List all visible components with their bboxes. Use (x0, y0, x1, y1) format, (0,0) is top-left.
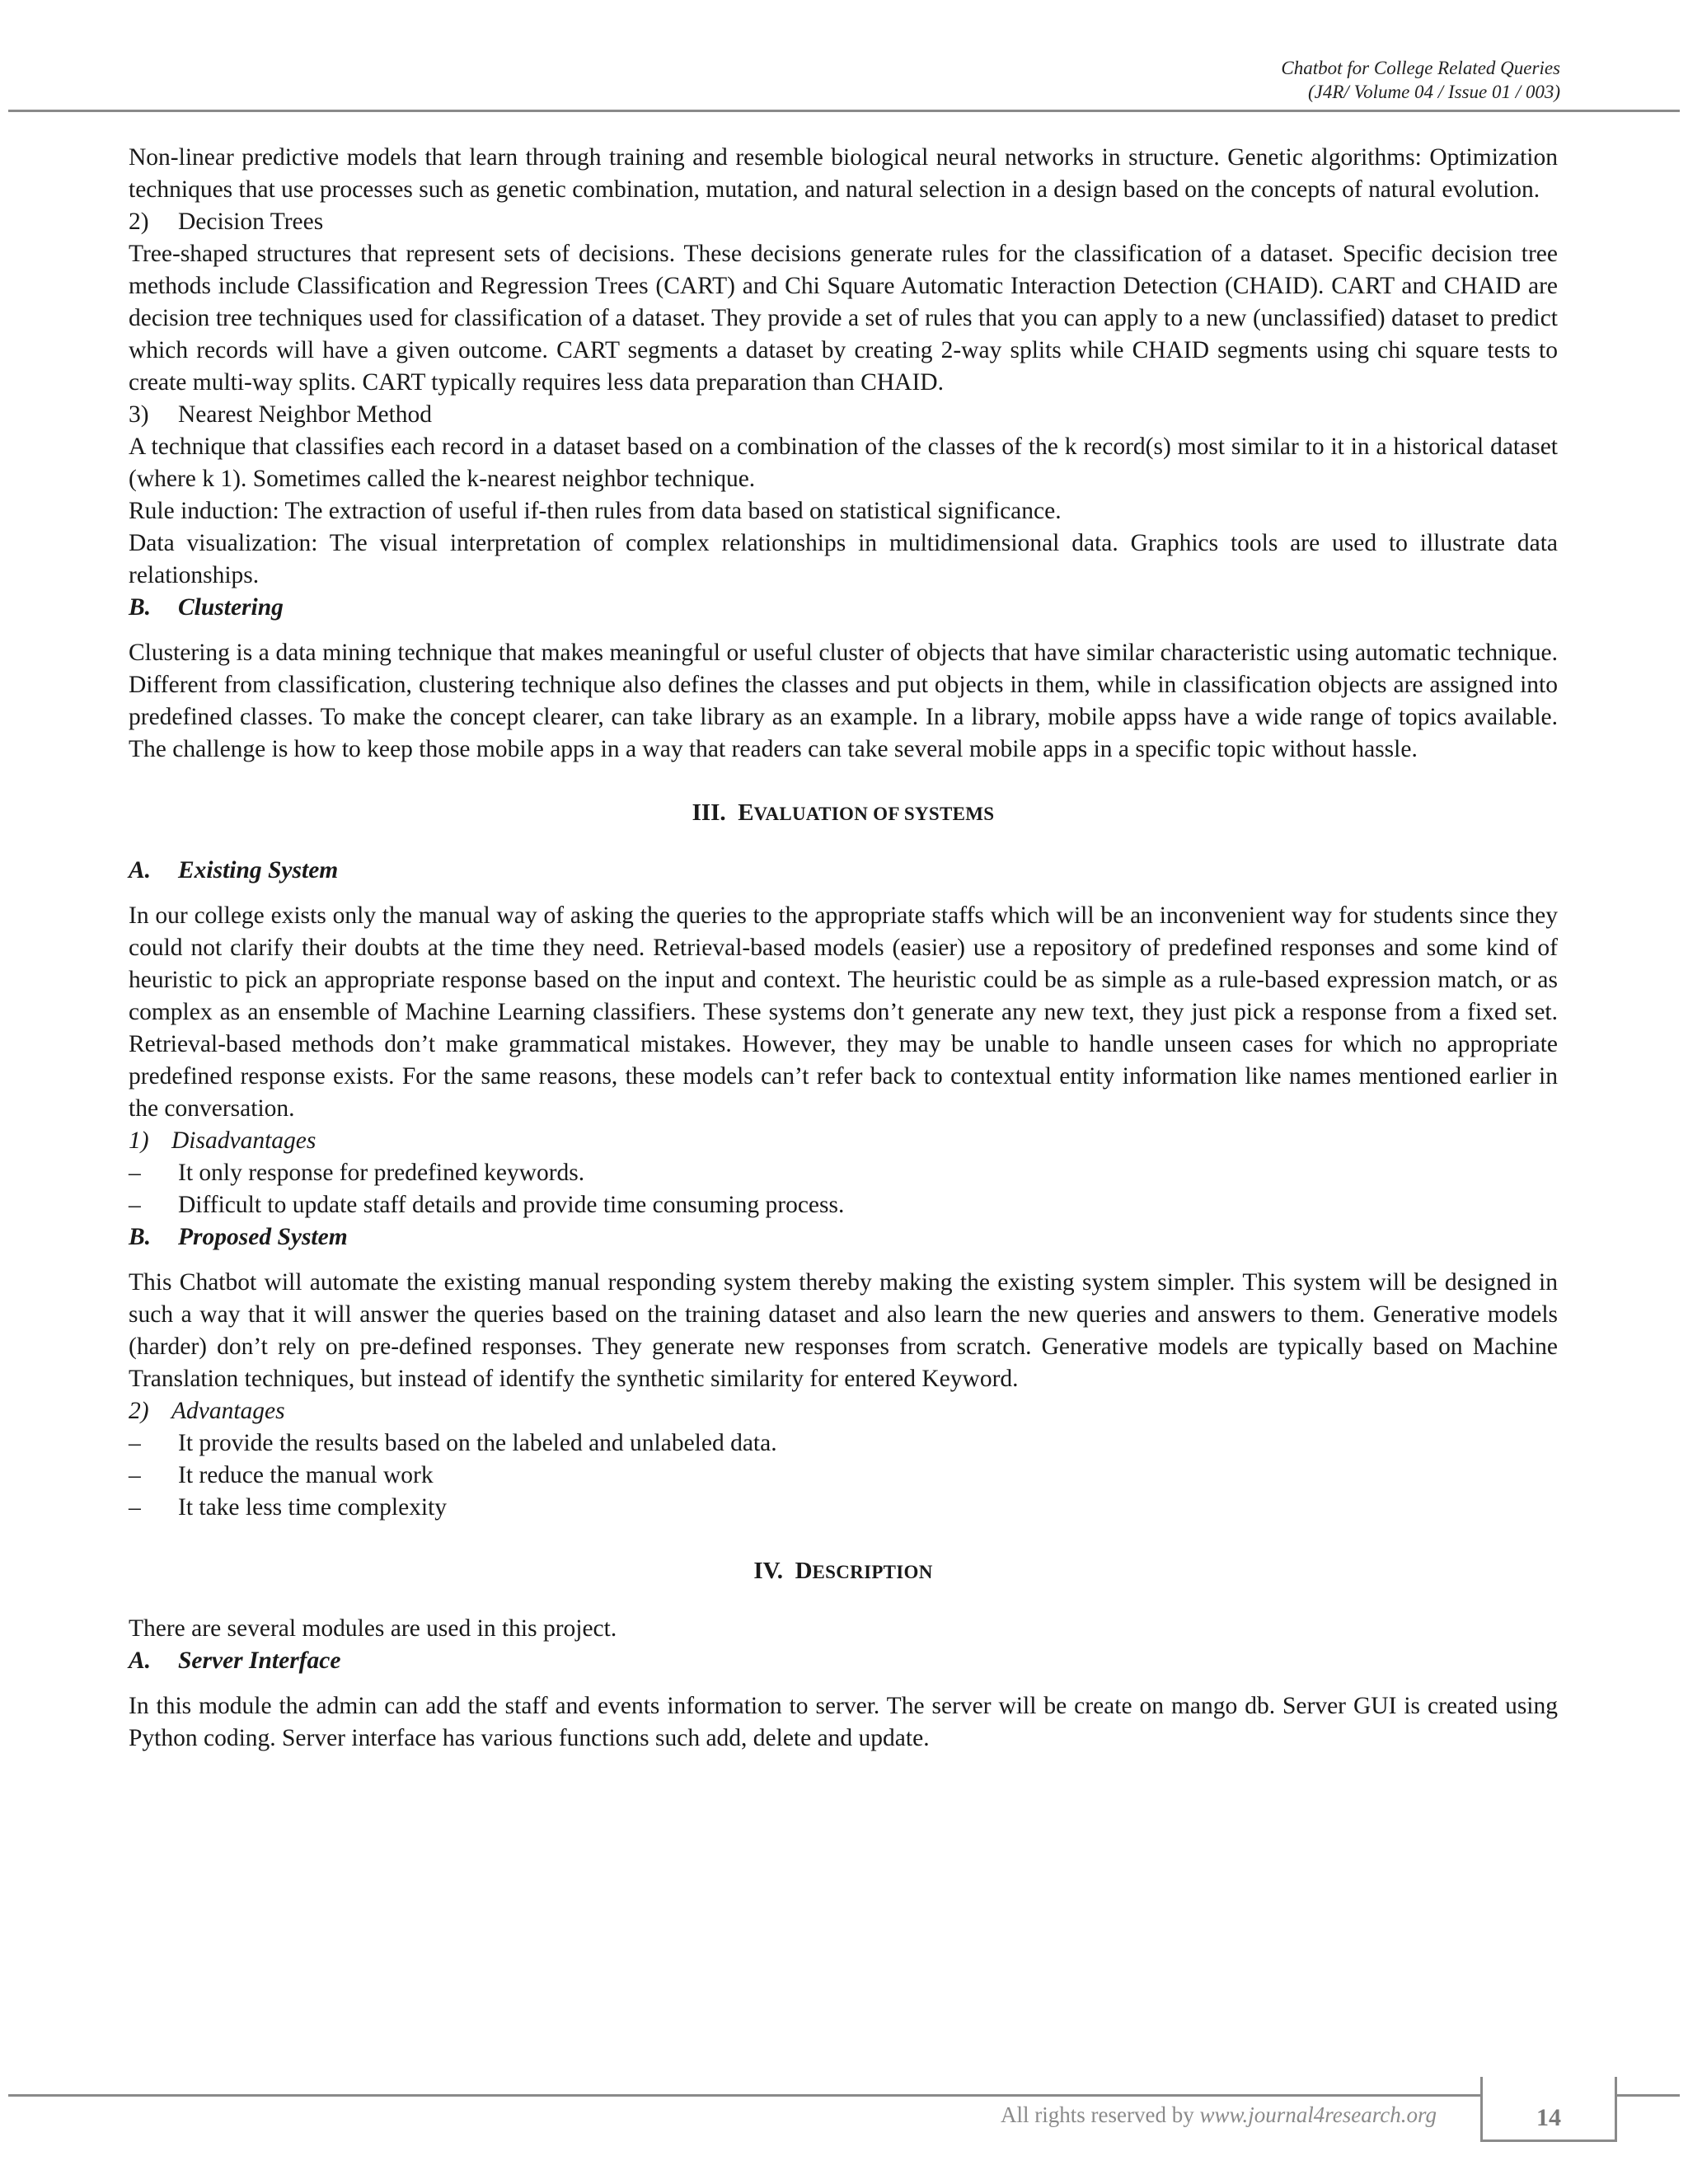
nearest-neighbor-heading (129, 399, 1558, 431)
data-visualization-paragraph: Data visualization: The visual interpretation of complex relationships in multidimensional data. Graphics tools are used to illustrate data relationships. (129, 530, 1558, 588)
footer-rule (8, 2094, 1680, 2097)
section-evaluation-rest: VALUATION OF SYSTEMS (753, 804, 995, 824)
section-evaluation-heading (129, 797, 1558, 830)
footer-rights-text: All rights reserved by (1001, 2102, 1200, 2127)
section-description-heading (129, 1555, 1558, 1588)
nearest-neighbor-title: Nearest Neighbor Method (178, 401, 433, 428)
footer-site-link[interactable]: www.journal4research.org (1199, 2102, 1437, 2127)
list-item: – It take less time complexity (129, 1492, 1558, 1524)
header-issue: (J4R/ Volume 04 / Issue 01 / 003) (1308, 82, 1560, 102)
server-interface-heading (129, 1645, 1558, 1677)
section-evaluation-number: III. (692, 799, 726, 826)
header-rule (8, 110, 1680, 112)
existing-system-title: Existing System (178, 857, 339, 883)
disadvantages-heading (129, 1125, 1558, 1157)
advantages-list (129, 1427, 1558, 1524)
existing-system-letter: A. (129, 857, 152, 883)
dash-bullet-icon: – (129, 1462, 141, 1488)
running-header (1281, 56, 1560, 104)
existing-system-paragraph: In our college exists only the manual way of asking the queries to the appropriate staffs which will be an inconvenient way for students since they could not clarify their doubts at the time they need. Retrieval-based models (easier) use a repository of predefined responses and some kind of heuristic to pick an appropriate response based on the input and context. The heuristic could be as simple as a rule-based expression match, or as complex as an ensemble of Machine Learning classifiers. These systems don’t generate any new text, they just pick a response from a fixed set. Retrieval-based methods don’t make grammatical mistakes. However, they may be unable to handle unseen cases for which no appropriate predefined response exists. For the same reasons, these models can’t refer back to contextual entity information like names mentioned earlier in the conversation. (129, 902, 1558, 1122)
decision-trees-title: Decision Trees (178, 209, 324, 235)
page-body (129, 142, 1558, 1755)
decision-trees-heading (129, 206, 1558, 238)
proposed-system-paragraph: This Chatbot will automate the existing manual responding system thereby making the existing system simpler. This system will be designed in such a way that it will answer the queries based on the training dataset and also learn the new queries and answers to them. Generative models (harder) don’t rely on pre-defined responses. They generate new responses from scratch. Generative models are typically based on Machine Translation techniques, but instead of identify the synthetic similarity for entered Keyword. (129, 1269, 1558, 1392)
footer-copyright (1001, 2102, 1437, 2128)
proposed-system-title: Proposed System (178, 1224, 348, 1250)
list-item: – It only response for predefined keywords. (129, 1157, 1558, 1189)
proposed-system-letter: B. (129, 1224, 152, 1250)
clustering-paragraph: Clustering is a data mining technique that makes meaningful or useful cluster of objects that have similar characteristic using automatic technique. Different from classification, clustering technique also defines the classes and put objects in them, while in classification objects are assigned into predefined classes. To make the concept clearer, can take library as an example. In a library, mobile appss have a wide range of topics available. The challenge is how to keep those mobile apps in a way that readers can take several mobile apps in a specific topic without hassle. (129, 640, 1558, 762)
dash-bullet-icon: – (129, 1430, 141, 1456)
dash-bullet-icon: – (129, 1192, 141, 1218)
modules-paragraph: There are several modules are used in this project. (129, 1615, 617, 1642)
server-interface-paragraph: In this module the admin can add the staff and events information to server. The server will be create on mango db. Server GUI is created using Python coding. Server interface has various functions such add, delete and update. (129, 1693, 1558, 1751)
rule-induction-paragraph: Rule induction: The extraction of useful if-then rules from data based on statistical significance. (129, 498, 1062, 524)
section-evaluation-first: E (738, 799, 754, 826)
disadvantages-list (129, 1157, 1558, 1221)
server-interface-title: Server Interface (178, 1647, 341, 1674)
list-item: – It reduce the manual work (129, 1460, 1558, 1492)
clustering-heading (129, 592, 1558, 624)
existing-system-heading (129, 855, 1558, 887)
section-description-rest: ESCRIPTION (812, 1562, 933, 1582)
decision-trees-number: 2) (129, 209, 149, 235)
intro-paragraph: Non-linear predictive models that learn through training and resemble biological neural networks in structure. Genetic algorithms: Optimization techniques that use processes such as genetic combination, mutation, and natural selection in a design based on the concepts of natural evolution. (129, 144, 1558, 203)
disadvantages-number: 1) (129, 1127, 149, 1154)
nearest-neighbor-number: 3) (129, 401, 149, 428)
clustering-title: Clustering (178, 594, 284, 621)
section-description-number: IV. (753, 1558, 784, 1584)
advantages-number: 2) (129, 1398, 149, 1424)
disadvantages-title: Disadvantages (171, 1127, 316, 1154)
dash-bullet-icon: – (129, 1160, 141, 1186)
server-interface-letter: A. (129, 1647, 152, 1674)
advantages-title: Advantages (171, 1398, 285, 1424)
page-number: 14 (1536, 2104, 1561, 2131)
dash-bullet-icon: – (129, 1494, 141, 1521)
decision-trees-paragraph: Tree-shaped structures that represent sets of decisions. These decisions generate rules for the classification of a dataset. Specific decision tree methods include Classification and Regression Trees (CART) and Chi Square Automatic Interaction Detection (CHAID). CART and CHAID are decision tree techniques used for classification of a dataset. They provide a set of rules that you can apply to a new (unclassified) dataset to predict which records will have a given outcome. CART segments a dataset by creating 2-way splits while CHAID segments using chi square tests to create multi-way splits. CART typically requires less data preparation than CHAID. (129, 241, 1558, 396)
list-item: – Difficult to update staff details and provide time consuming process. (129, 1189, 1558, 1221)
clustering-letter: B. (129, 594, 152, 621)
proposed-system-heading (129, 1221, 1558, 1254)
nearest-neighbor-paragraph: A technique that classifies each record in a dataset based on a combination of the classes of the k record(s) most similar to it in a historical dataset (where k 1). Sometimes called the k-nearest neighbor technique. (129, 434, 1558, 492)
advantages-heading (129, 1395, 1558, 1427)
header-title: Chatbot for College Related Queries (1281, 58, 1560, 78)
list-item: – It provide the results based on the labeled and unlabeled data. (129, 1427, 1558, 1460)
section-description-first: D (795, 1558, 813, 1584)
